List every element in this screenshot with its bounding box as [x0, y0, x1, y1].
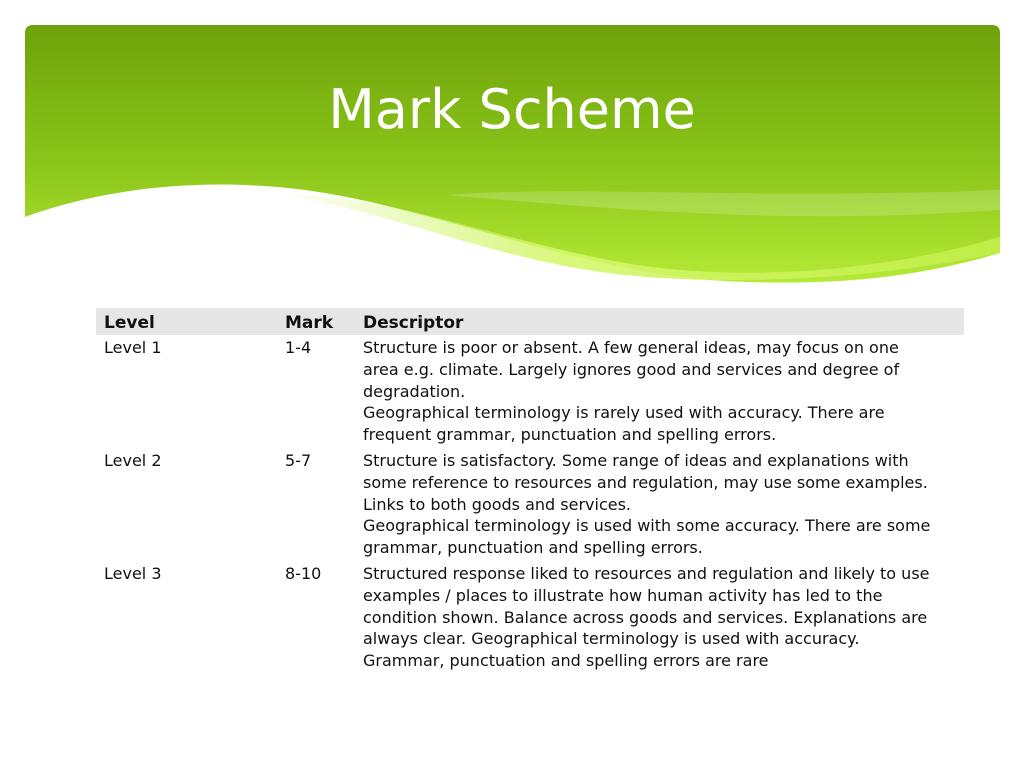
cell-mark: 8-10: [285, 563, 322, 583]
table-row: [96, 561, 964, 674]
descriptor-line: examples / places to illustrate how human activity has led to the: [363, 585, 883, 605]
banner-wave-graphic: [25, 25, 1000, 290]
descriptor-line: always clear. Geographical terminology is used with accuracy.: [363, 629, 860, 649]
descriptor-line: Structure is satisfactory. Some range of ideas and explanations with: [363, 450, 909, 470]
cell-level: Level 1: [104, 338, 162, 357]
table-header-row: [96, 308, 964, 335]
descriptor-line: Structure is poor or absent. A few general ideas, may focus on one: [363, 338, 899, 357]
table-row: [96, 335, 964, 448]
descriptor-line: Links to both goods and services.: [363, 494, 632, 514]
descriptor-line: Grammar, punctuation and spelling errors are rare: [363, 651, 769, 671]
cell-descriptor: [355, 561, 964, 674]
descriptor-line: grammar, punctuation and spelling errors.: [363, 538, 703, 558]
mark-scheme-table: [96, 308, 964, 674]
descriptor-line: Structured response liked to resources and regulation and likely to use: [363, 563, 930, 583]
mark-scheme-table-container: [96, 308, 964, 674]
header-level: Level: [104, 313, 155, 333]
descriptor-line: Geographical terminology is used with some accuracy. There are some: [363, 516, 931, 536]
cell-descriptor: [355, 335, 964, 448]
title-banner: [25, 25, 1000, 290]
descriptor-line: Geographical terminology is rarely used with accuracy. There are: [363, 403, 885, 423]
descriptor-line: degradation.: [363, 381, 466, 401]
descriptor-line: condition shown. Balance across goods and services. Explanations are: [363, 607, 928, 627]
cell-level: Level 2: [104, 450, 162, 470]
table-row: [96, 448, 964, 561]
header-descriptor: Descriptor: [363, 313, 464, 333]
descriptor-line: some reference to resources and regulation, may use some examples.: [363, 472, 928, 492]
header-mark: Mark: [285, 313, 334, 333]
descriptor-line: area e.g. climate. Largely ignores good and services and degree of: [363, 359, 900, 379]
cell-mark: 1-4: [285, 338, 312, 357]
cell-descriptor: [355, 448, 964, 561]
cell-mark: 5-7: [285, 450, 312, 470]
cell-level: Level 3: [104, 563, 162, 583]
descriptor-line: frequent grammar, punctuation and spelling errors.: [363, 425, 777, 445]
slide-title: Mark Scheme: [328, 78, 696, 141]
